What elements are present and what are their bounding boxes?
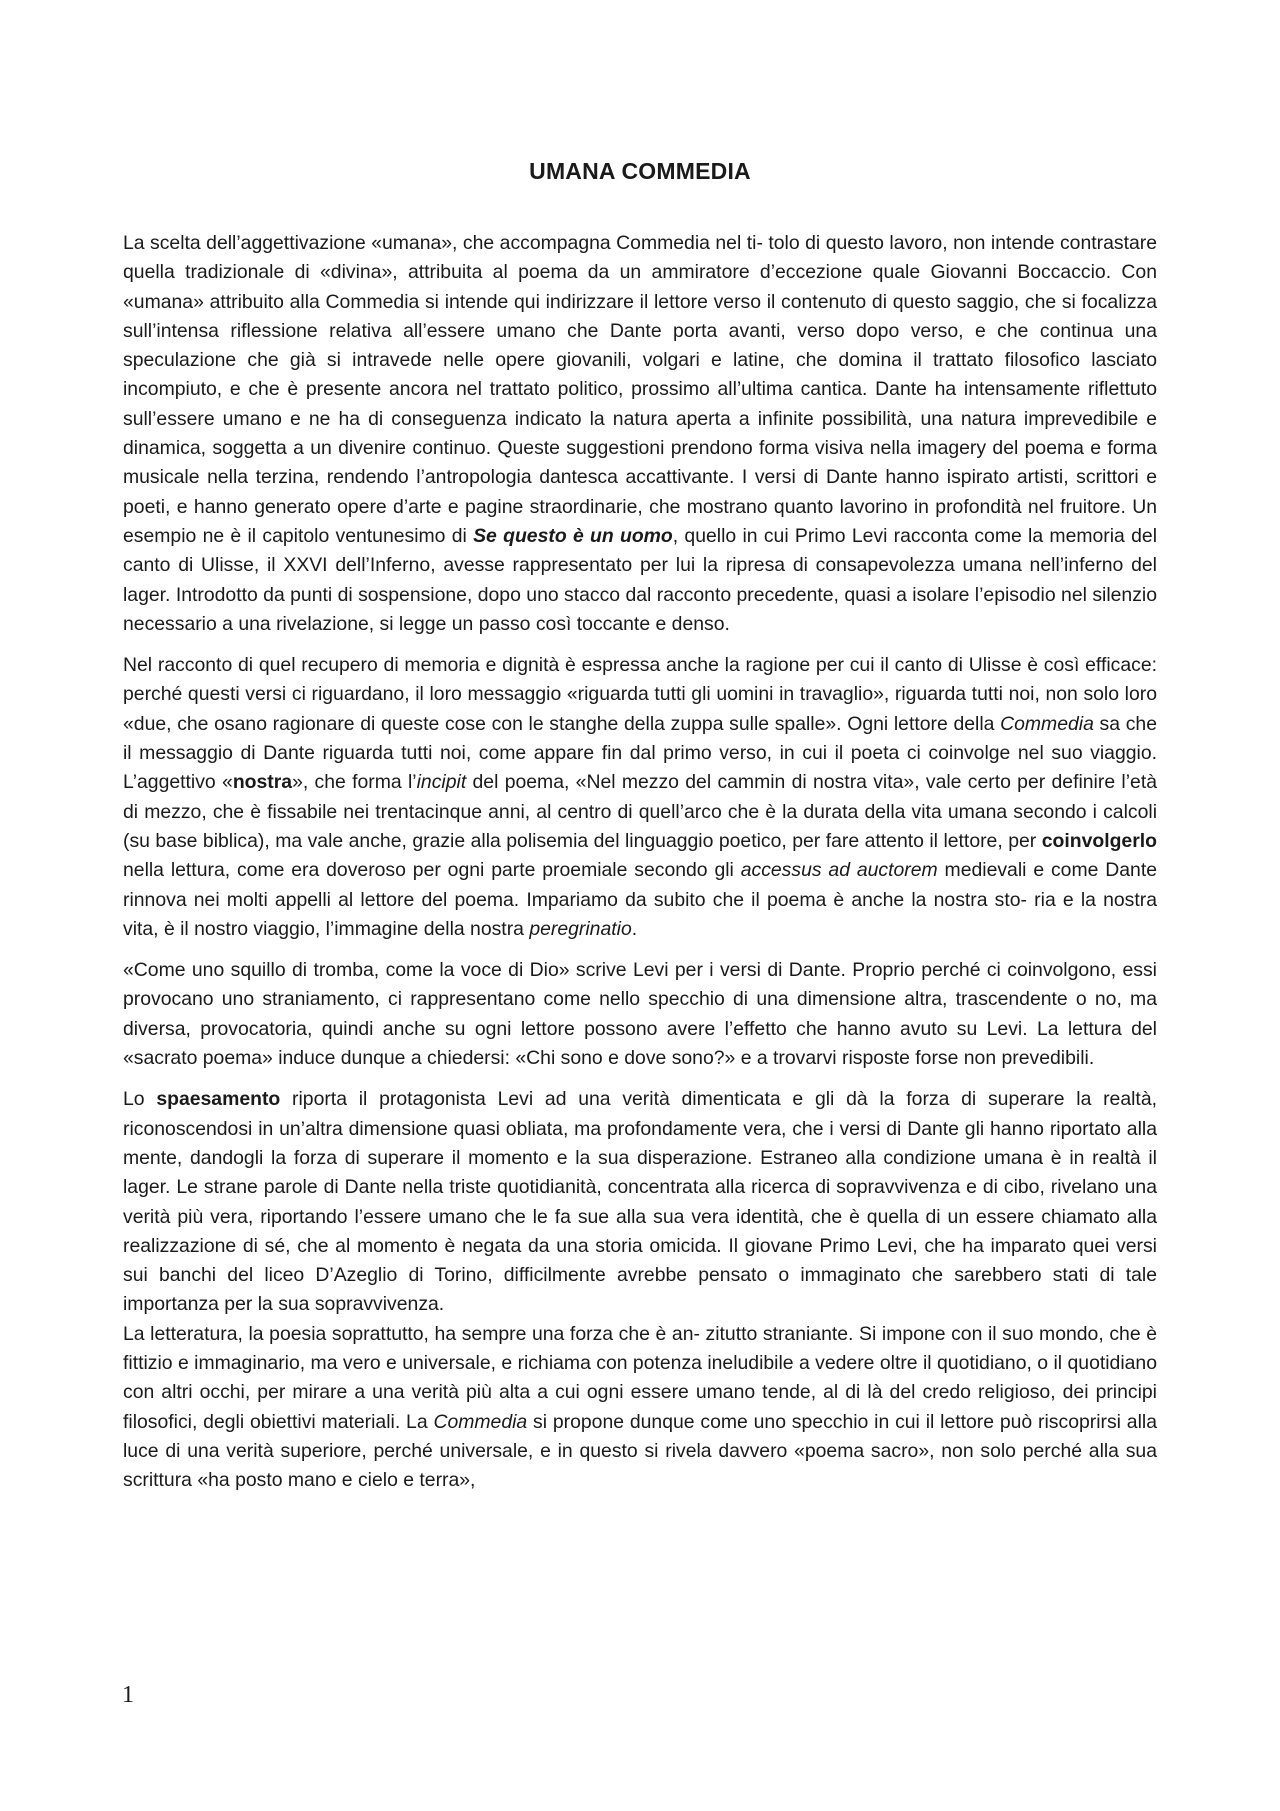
text-span: del poema, «Nel mezzo del cammin di nostra vita», vale certo per definire l’età di mezzo, che è fissabile nei trentacinque anni, al centro di quell’arco che è la durata della vita umana secondo i calcoli (su base biblica), ma vale anche, grazie alla polisemia del linguaggio poetico, per fare attento il lettore, per: [123, 771, 1157, 852]
emphasis-coinvolgerlo: coinvolgerlo: [1041, 829, 1157, 852]
emphasis-commedia: Commedia: [433, 1410, 528, 1433]
emphasis-incipit: incipit: [416, 771, 467, 794]
book-title-se-questo-e-un-uomo: Se questo è un uomo: [473, 524, 673, 547]
text-span: .: [631, 917, 638, 940]
text-span: La scelta dell’aggettivazione «umana», che accompagna Commedia nel ti- tolo di questo lavoro, non intende contrastare quella tradizionale di «divina», attribuita al poema da un ammiratore d’eccezione quale Giovanni Boccaccio. Con «umana» attribuito alla Commedia si intende qui indirizzare il lettore verso il contenuto di questo saggio, che si focalizza sull’intensa riflessione relativa all’essere umano che Dante porta avanti, verso dopo verso, e che continua una speculazione che già si intravede nelle opere giovanili, volgari e latine, che domina il trattato filosofico lasciato incompiuto, e che è presente ancora nel trattato politico, prossimo all’ultima cantica. Dante ha intensamente riflettuto sull’essere umano e ne ha di conseguenza indicato la natura aperta a infinite possibilità, una natura imprevedibile e dinamica, soggetta a un divenire continuo. Queste suggestioni prendono forma visiva nella imagery del poema e forma musicale nella terzina, rendendo l’antropologia dantesca accattivante. I versi di Dante hanno ispirato artisti, scrittori e poeti, e hanno generato opere d’arte e pagine straordinarie, che mostrano quanto lavorino in profondità nel fruitore. Un esempio ne è il capitolo ventunesimo di: [123, 232, 1157, 547]
paragraph-2: [123, 651, 1157, 944]
text-span: «Come uno squillo di tromba, come la voce di Dio» scrive Levi per i versi di Dante. Proprio perché ci coinvolgono, essi provocano uno straniamento, ci rappresentano come nello specchio di una dimensione altra, trascendente o no, ma diversa, provocatoria, quindi anche su ogni lettore possono avere l’effetto che hanno avuto su Levi. La lettura del «sacrato poema» induce dunque a chiedersi: «Chi sono e dove sono?» e a trovarvi risposte forse non prevedibili.: [123, 959, 1157, 1070]
emphasis-commedia: Commedia: [1000, 712, 1094, 735]
text-span: Nel racconto di quel recupero di memoria e dignità è espressa anche la ragione per cui il canto di Ulisse è così efficace: perché questi versi ci riguardano, il loro messaggio «riguarda tutti gli uomini in travaglio», riguarda tutti noi, non solo loro «due, che osano ragionare di queste cose con le stanghe della zuppa sulle spalle». Ogni lettore della: [123, 654, 1157, 735]
emphasis-spaesamento: spaesamento: [156, 1088, 281, 1111]
emphasis-accessus-ad-auctorem: accessus ad auctorem: [740, 859, 938, 882]
paragraph-5: [123, 1320, 1157, 1496]
page-number: 1: [122, 1682, 134, 1708]
text-span: si propone dunque come uno specchio in cui il lettore può riscoprirsi alla luce di una verità superiore, perché universale, e in questo si rivela davvero «poema sacro», non solo perché alla sua scrittura «ha posto mano e cielo e terra»,: [123, 1410, 1157, 1492]
page-title: UMANA COMMEDIA: [529, 158, 751, 184]
emphasis-nostra: nostra: [232, 771, 293, 794]
text-span: La letteratura, la poesia soprattutto, ha sempre una forza che è an- zitutto straniante. Si impone con il suo mondo, che è fittizio e immaginario, ma vero e universale, e richiama con potenza ineludibile a vedere oltre il quotidiano, o il quotidiano con altri occhi, per mirare a una verità più alta a cui ogni essere umano tende, al di là del credo religioso, dei principi filosofici, degli obiettivi materiali. La: [123, 1322, 1157, 1433]
paragraph-4: [123, 1085, 1157, 1319]
emphasis-peregrinatio: peregrinatio: [529, 917, 632, 940]
text-span: nella lettura, come era doveroso per ogni parte proemiale secondo gli: [123, 859, 741, 882]
text-span: , quello in cui Primo Levi racconta come la memoria del canto di Ulisse, il XXVI dell’Inferno, avesse rappresentato per lui la ripresa di consapevolezza umana nell’inferno del lager. Introdotto da punti di sospensione, dopo uno stacco dal racconto precedente, quasi a isolare l’episodio nel silenzio necessario a una rivelazione, si legge un passo così toccante e denso.: [123, 524, 1157, 635]
text-span: sa che il messaggio di Dante riguarda tutti noi, come appare fin dal primo verso, in cui il poeta ci coinvolge nel suo viaggio. L’aggettivo «: [123, 712, 1157, 794]
paragraph-3: [123, 956, 1157, 1073]
text-span: Lo: [123, 1088, 157, 1111]
text-span: medievali e come Dante rinnova nei molti appelli al lettore del poema. Impariamo da subito che il poema è anche la nostra sto- ria e la nostra vita, è il nostro viaggio, l’immagine della nostra: [123, 859, 1157, 940]
body-text: [123, 229, 1157, 1495]
text-span: riporta il protagonista Levi ad una verità dimenticata e gli dà la forza di superare la realtà, riconoscendosi in un’altra dimensione quasi obliata, ma profondamente vera, che i versi di Dante gli hanno riportato alla mente, dandogli la forza di superare il momento e la sua disperazione. Estraneo alla condizione umana è in realtà il lager. Le strane parole di Dante nella triste quotidianità, concentrata alla ricerca di sopravvivenza e di cibo, rivelano una verità più vera, riportando l’essere umano che le fa sue alla sua vera identità, che è quella di un essere chiamato alla realizzazione di sé, che al momento è negata da una storia omicida. Il giovane Primo Levi, che ha imparato quei versi sui banchi del liceo D’Azeglio di Torino, difficilmente avrebbe pensato o immaginato che sarebbero stati di tale importanza per la sua sopravvivenza.: [123, 1088, 1157, 1316]
paragraph-1: [123, 229, 1157, 639]
text-span: », che forma l’: [292, 771, 417, 794]
